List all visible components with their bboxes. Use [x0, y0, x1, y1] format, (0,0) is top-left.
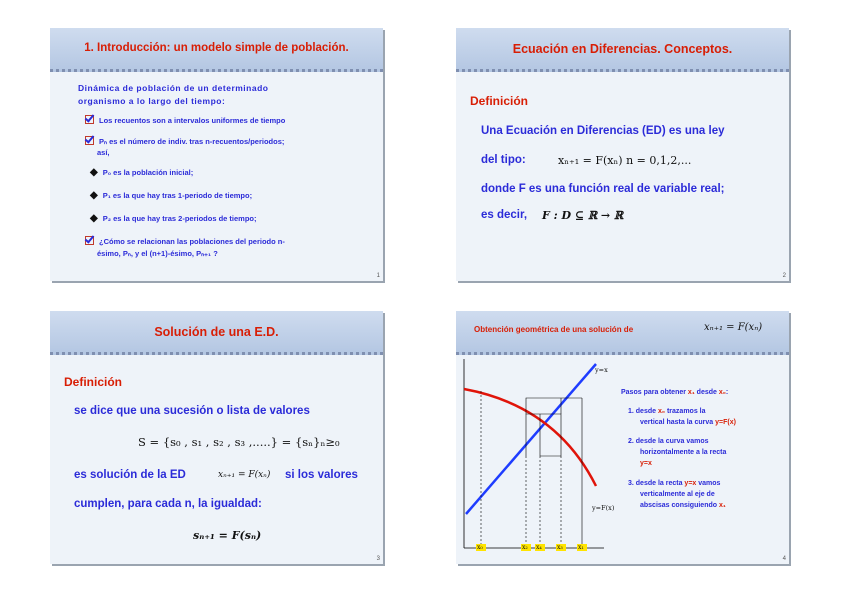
diamond-icon: ◆ — [90, 190, 98, 201]
slide-number: 1 — [376, 273, 380, 279]
slide-title: Ecuación en Diferencias. Conceptos. — [512, 42, 733, 56]
tick-markers — [476, 544, 587, 551]
cobweb-steps — [526, 398, 582, 548]
def-line-3: cumplen, para cada n, la igualdad: — [74, 498, 262, 510]
intro-line-1: Dinámica de población de un determinado — [78, 83, 269, 93]
def-line-1: Una Ecuación en Diferencias (ED) es una ley — [481, 125, 725, 137]
checkbox-icon — [85, 115, 94, 124]
slide-number: 4 — [782, 556, 786, 562]
slide-4 — [456, 311, 789, 564]
tick-label-x1: x₁ — [578, 544, 584, 551]
slide-title: 1. Introducción: un modelo simple de población. — [84, 42, 349, 54]
slide-2 — [456, 28, 789, 281]
solution-set: S = {s₀ , s₁ , s₂ , s₃ ,.....} = {sₙ}ₙ≥₀ — [138, 435, 340, 449]
label-y-equals-fx: y=F(x) — [592, 504, 615, 512]
def-line-2b: si los valores — [285, 469, 358, 481]
step-2: 2. desde la curva vamos horizontalmente a la recta y=x — [628, 438, 727, 467]
title-formula: xₙ₊₁ = F(xₙ) — [704, 322, 763, 333]
definition-heading: Definición — [64, 375, 123, 389]
cobweb-diagram — [456, 311, 789, 564]
tick-label-x2: x₂ — [522, 544, 528, 551]
definition-heading: Definición — [470, 94, 529, 108]
def-line-1: se dice que una sucesión o lista de valores — [74, 405, 310, 417]
dashed-guides — [481, 391, 561, 548]
def-line-2: del tipo: — [481, 154, 526, 166]
label-y-equals-x: y=x — [595, 366, 608, 374]
plot-axes — [464, 359, 604, 548]
def-line-2a: es solución de la ED — [74, 469, 186, 481]
function-curve — [464, 389, 596, 486]
slide-1 — [50, 28, 383, 281]
slide-3 — [50, 311, 383, 564]
checkbox-icon — [85, 236, 94, 245]
bullet-2: Pₙ es el número de indiv. tras n-recuentos/periodos; — [85, 136, 284, 146]
bullet-2-cont: así, — [97, 148, 110, 157]
sub-bullet-1: ◆ P₀ es la población inicial; — [90, 167, 194, 178]
intro-line-2: organismo a lo largo del tiempo: — [78, 96, 226, 106]
checkbox-icon — [85, 136, 94, 145]
formula: xₙ₊₁ = F(xₙ) n = 0,1,2,... — [558, 154, 692, 167]
step-1: 1. desde x₀ trazamos la vertical hasta la curva y=F(x) — [628, 408, 736, 426]
slide-number: 2 — [782, 273, 786, 279]
steps-title: Pasos para obtener x₁ desde x₀: — [621, 389, 729, 396]
tick-label-x3: x₃ — [557, 544, 563, 551]
sub-bullet-3: ◆ P₂ es la que hay tras 2-periodos de tiempo; — [90, 213, 257, 224]
slide-number: 3 — [376, 556, 380, 562]
mapping-formula: F : D ⊆ ℝ → ℝ — [542, 209, 624, 222]
inline-equation: xₙ₊₁ = F(xₙ) — [218, 470, 271, 480]
tick-label-x0: x₀ — [477, 544, 483, 551]
identity-line — [466, 364, 596, 514]
diamond-icon: ◆ — [90, 167, 98, 178]
bullet-3-cont: ésimo, Pₙ, y el (n+1)-ésimo, Pₙ₊₁ ? — [97, 249, 218, 258]
def-line-4: es decir, — [481, 209, 528, 221]
equality-formula: sₙ₊₁ = F(sₙ) — [193, 529, 262, 542]
slide-title: Solución de una E.D. — [154, 325, 279, 339]
tick-label-x4: x₄ — [536, 544, 542, 551]
step-3: 3. desde la recta y=x vamos verticalmente al eje de abscisas consiguiendo x₁ — [628, 480, 726, 509]
slide-title: Obtención geométrica de una solución de — [474, 325, 634, 334]
diamond-icon: ◆ — [90, 213, 98, 224]
sub-bullet-2: ◆ P₁ es la que hay tras 1-periodo de tiempo; — [90, 190, 253, 201]
def-line-3: donde F es una función real de variable real; — [481, 183, 725, 195]
bullet-3: ¿Cómo se relacionan las poblaciones del periodo n- — [85, 236, 285, 246]
bullet-1: Los recuentos son a intervalos uniformes de tiempo — [85, 115, 285, 125]
